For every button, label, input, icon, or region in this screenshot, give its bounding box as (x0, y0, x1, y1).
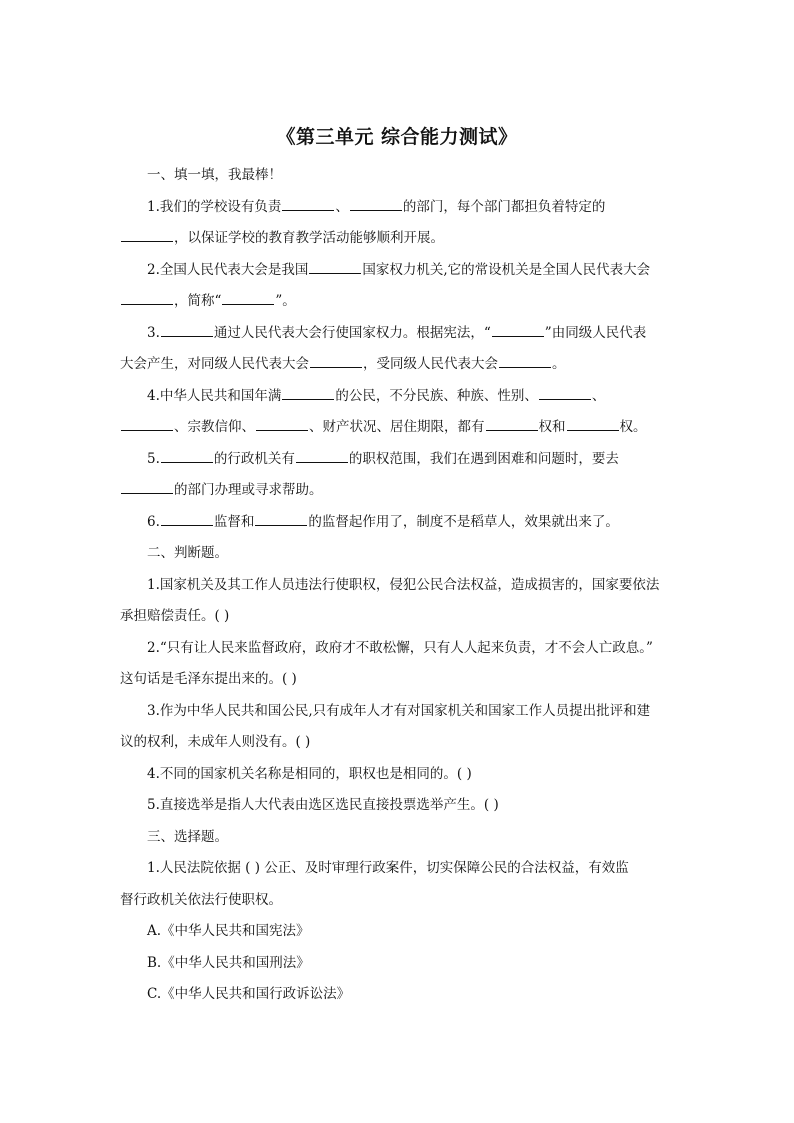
answer-blank[interactable] (161, 449, 213, 463)
answer-blank[interactable] (492, 323, 544, 337)
page-title: 《第三单元 综合能力测试》 (276, 126, 518, 148)
option-a: A.《中华人民共和国宪法》 (147, 923, 310, 939)
answer-blank[interactable] (161, 512, 213, 526)
question-2-3-line-2: 议的权利，未成年人则没有。( ) (120, 734, 311, 750)
question-1-3-line-2: 大会产生，对同级人民代表大会 ，受同级人民代表大会 。 (120, 356, 566, 372)
question-1-1-line-2: ，以保证学校的教育教学活动能够顺利开展。 (120, 228, 680, 248)
answer-blank[interactable] (309, 260, 361, 274)
question-1-2-line-2: ，简称“ ”。 (120, 291, 680, 311)
question-1-2-line-1: 2.全国人民代表大会是我国 国家权力机关,它的常设机关是全国人民代表大会 (147, 262, 651, 278)
section-3-heading: 三、选择题。 (147, 829, 228, 845)
answer-blank[interactable] (567, 417, 619, 431)
question-1-3-line-1: 3. 通过人民代表大会行使国家权力。根据宪法，“ ”由同级人民代表 (147, 325, 647, 341)
question-2-1-line-2: 承担赔偿责任。( ) (120, 608, 230, 624)
question-2-2-line-2: 这句话是毛泽东提出来的。( ) (120, 671, 297, 687)
option-b: B.《中华人民共和国刑法》 (147, 955, 310, 971)
answer-blank[interactable] (121, 291, 173, 305)
answer-blank[interactable] (539, 386, 591, 400)
question-1-1-line-1: 1.我们的学校设有负责 、 的部门，每个部门都担负着特定的 (147, 199, 606, 215)
section-1-heading: 一、填一填，我最棒！ (147, 167, 282, 183)
question-2-2-line-1: 2.“只有让人民来监督政府，政府才不敢松懈，只有人人起来负责，才不会人亡政息。” (147, 640, 653, 656)
answer-blank[interactable] (282, 197, 334, 211)
answer-blank[interactable] (161, 323, 213, 337)
question-1-5-line-1: 5. 的行政机关有 的职权范围，我们在遇到困难和问题时，要去 (147, 451, 619, 467)
answer-blank[interactable] (256, 417, 308, 431)
question-2-3-line-1: 3.作为中华人民共和国公民,只有成年人才有对国家机关和国家工作人员提出批评和建 (147, 703, 651, 719)
question-3-1-line-1: 1.人民法院依据 ( ) 公正、及时审理行政案件，切实保障公民的合法权益，有效监 (147, 860, 629, 876)
answer-blank[interactable] (222, 291, 274, 305)
answer-blank[interactable] (121, 417, 173, 431)
answer-blank[interactable] (121, 480, 173, 494)
question-2-5: 5.直接选举是指人大代表由选区选民直接投票选举产生。( ) (147, 797, 499, 813)
option-c: C.《中华人民共和国行政诉讼法》 (147, 986, 351, 1002)
answer-blank[interactable] (310, 354, 362, 368)
question-1-4-line-2: 、宗教信仰、 、财产状况、居住期限，都有 权和 权。 (120, 417, 680, 437)
answer-blank[interactable] (486, 417, 538, 431)
answer-blank[interactable] (296, 449, 348, 463)
answer-blank[interactable] (255, 512, 307, 526)
answer-blank[interactable] (499, 354, 551, 368)
question-2-1-line-1: 1.国家机关及其工作人员违法行使职权，侵犯公民合法权益，造成损害的，国家要依法 (147, 577, 660, 593)
answer-blank[interactable] (121, 228, 173, 242)
answer-blank[interactable] (350, 197, 402, 211)
question-3-1-line-2: 督行政机关依法行使职权。 (120, 892, 282, 908)
question-1-6: 6. 监督和 的监督起作用了，制度不是稻草人，效果就出来了。 (147, 514, 619, 530)
answer-blank[interactable] (282, 386, 334, 400)
question-1-5-line-2: 的部门办理或寻求帮助。 (120, 480, 680, 500)
section-2-heading: 二、判断题。 (147, 545, 228, 561)
question-1-4-line-1: 4.中华人民共和国年满 的公民，不分民族、种族、性别、 、 (147, 388, 606, 404)
question-2-4: 4.不同的国家机关名称是相同的，职权也是相同的。( ) (147, 766, 472, 782)
